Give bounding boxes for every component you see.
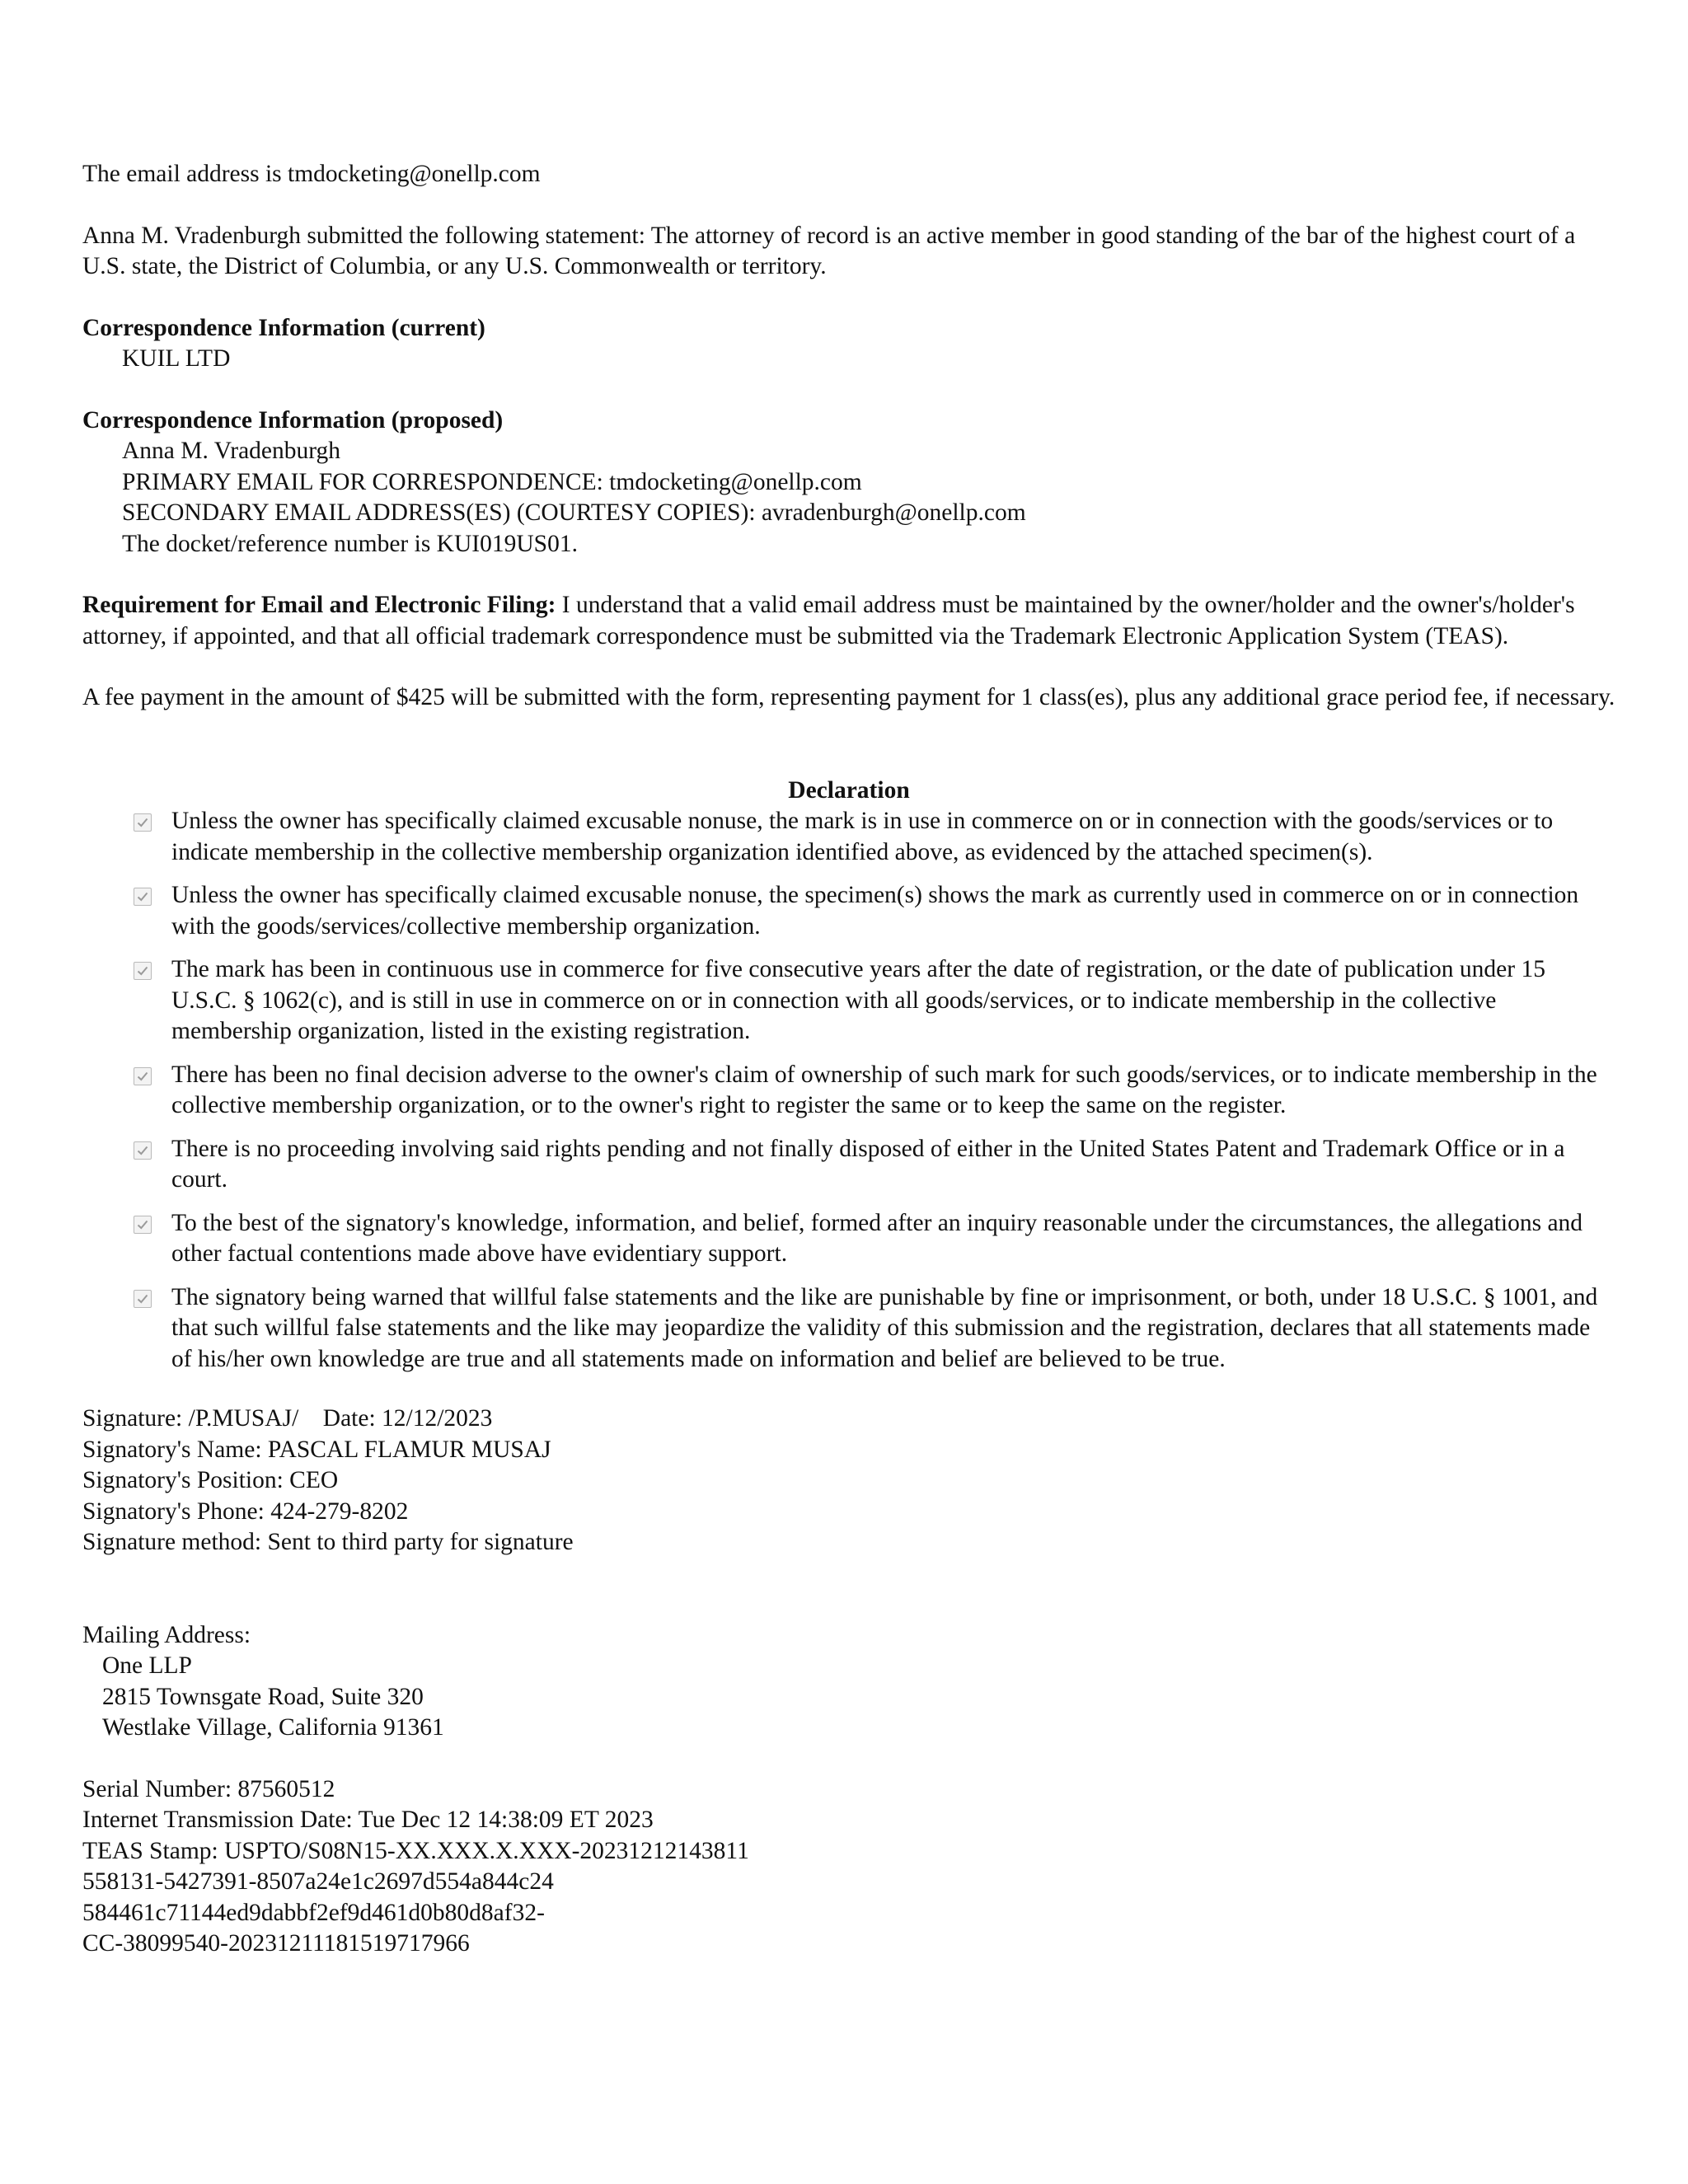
declaration-title: Declaration (788, 776, 910, 804)
email-address-line: The email address is tmdocketing@onellp.com (82, 161, 541, 187)
signatory-name: Signatory's Name: PASCAL FLAMUR MUSAJ (82, 1436, 551, 1463)
correspondence-current-line: KUIL LTD (122, 345, 231, 372)
declaration-item (82, 1134, 1615, 1196)
correspondence-proposed-heading: Correspondence Information (proposed) (82, 406, 504, 434)
checked-checkbox-icon (134, 1290, 152, 1308)
fee-statement: A fee payment in the amount of $425 will be submitted with the form, representing payment for 1 class(es), plus any additional grace period fee, if necessary. (82, 684, 1615, 710)
correspondence-proposed-line: The docket/reference number is KUI019US01. (122, 530, 578, 557)
checked-checkbox-icon (134, 1216, 152, 1234)
correspondence-proposed-section (82, 405, 1615, 560)
correspondence-proposed-line: Anna M. Vradenburgh (122, 438, 341, 464)
mailing-address-line: Westlake Village, California 91361 (102, 1714, 444, 1741)
teas-stamp-continued: 584461c71144ed9dabbf2ef9d461d0b80d8af32- (82, 1899, 545, 1926)
declaration-item (82, 880, 1615, 942)
checked-checkbox-icon (134, 1067, 152, 1085)
signatory-position: Signatory's Position: CEO (82, 1467, 339, 1493)
signature-method: Signature method: Sent to third party for signature (82, 1529, 574, 1555)
declaration-item-text: There has been no final decision adverse to the owner's claim of ownership of such mark for such goods/services, or to indicate membership in the collective membership organization, or to the owner's right to register the same or to keep the same on the register. (171, 1061, 1597, 1118)
serial-number: Serial Number: 87560512 (82, 1775, 335, 1802)
declaration-item-text: Unless the owner has specifically claimed excusable nonuse, the mark is in use in commerce on or in connection with the goods/services or to indicate membership in the collective membership organization identified above, as evidenced by the attached specimen(s). (171, 808, 1554, 865)
email-filing-requirement (82, 590, 1615, 652)
signature-block (82, 1404, 1615, 1558)
signatory-phone: Signatory's Phone: 424-279-8202 (82, 1497, 409, 1525)
declaration-item-text: The mark has been in continuous use in commerce for five consecutive years after the date of registration, or the date of publication under 15 U.S.C. § 1062(c), and is still in use in commerce on or in connection with all goods/services, or to indicate membership in the collective membership organization, listed in the existing registration. (171, 956, 1545, 1044)
declaration-section (82, 776, 1615, 1376)
declaration-list (82, 806, 1615, 1375)
signature-date-line: Signature: /P.MUSAJ/ Date: 12/12/2023 (82, 1405, 493, 1432)
teas-stamp-continued: 558131-5427391-8507a24e1c2697d554a844c24 (82, 1868, 554, 1895)
document-page (82, 159, 1615, 1960)
mailing-address-label: Mailing Address: (82, 1621, 251, 1648)
declaration-item-text: Unless the owner has specifically claimed excusable nonuse, the specimen(s) shows the mark as currently used in commerce on or in connection with the goods/services/collective membership organization. (171, 882, 1579, 940)
declaration-item (82, 1282, 1615, 1376)
checked-checkbox-icon (134, 888, 152, 906)
teas-stamp-continued: CC-38099540-20231211181519717966 (82, 1930, 470, 1957)
submission-footer (82, 1774, 1615, 1960)
declaration-item (82, 954, 1615, 1047)
correspondence-current-heading: Correspondence Information (current) (82, 314, 485, 341)
transmission-date: Internet Transmission Date: Tue Dec 12 14:38:09 ET 2023 (82, 1807, 654, 1833)
declaration-item (82, 1208, 1615, 1270)
declaration-item (82, 1060, 1615, 1122)
declaration-item-text: To the best of the signatory's knowledge, information, and belief, formed after an inquiry reasonable under the circumstances, the allegations and other factual contentions made above have evidentiary support. (171, 1209, 1583, 1267)
checked-checkbox-icon (134, 962, 152, 980)
checked-checkbox-icon (134, 813, 152, 832)
mailing-address-line: 2815 Townsgate Road, Suite 320 (102, 1683, 424, 1710)
requirement-text: I understand that a valid email address must be maintained by the owner/holder and the owner's/holder's attorney, if appointed, and that all official trademark correspondence must be submitted via the Trademark Electronic Application System (TEAS). (82, 592, 1575, 649)
mailing-address-line: One LLP (102, 1652, 192, 1679)
correspondence-current-section (82, 313, 1615, 375)
teas-stamp: TEAS Stamp: USPTO/S08N15-XX.XXX.X.XXX-20231212143811 (82, 1837, 749, 1864)
declaration-item (82, 806, 1615, 868)
declaration-item-text: The signatory being warned that willful false statements and the like are punishable by fine or imprisonment, or both, under 18 U.S.C. § 1001, and that such willful false statements and the like may jeopardize the validity of this submission and the registration, declares that all statements made of his/her own knowledge are true and all statements made on information and belief are believed to be true. (171, 1283, 1598, 1372)
checked-checkbox-icon (134, 1141, 152, 1160)
correspondence-proposed-line: SECONDARY EMAIL ADDRESS(ES) (COURTESY COPIES): avradenburgh@onellp.com (122, 499, 1026, 526)
mailing-address-block (82, 1620, 1615, 1744)
correspondence-proposed-line: PRIMARY EMAIL FOR CORRESPONDENCE: tmdocketing@onellp.com (122, 468, 862, 495)
requirement-label: Requirement for Email and Electronic Filing: (82, 592, 556, 618)
attorney-statement: Anna M. Vradenburgh submitted the following statement: The attorney of record is an active member in good standing of the bar of the highest court of a U.S. state, the District of Columbia, or any U.S. Commonwealth or territory. (82, 222, 1576, 279)
declaration-item-text: There is no proceeding involving said rights pending and not finally disposed of either in the United States Patent and Trademark Office or in a court. (171, 1135, 1565, 1193)
